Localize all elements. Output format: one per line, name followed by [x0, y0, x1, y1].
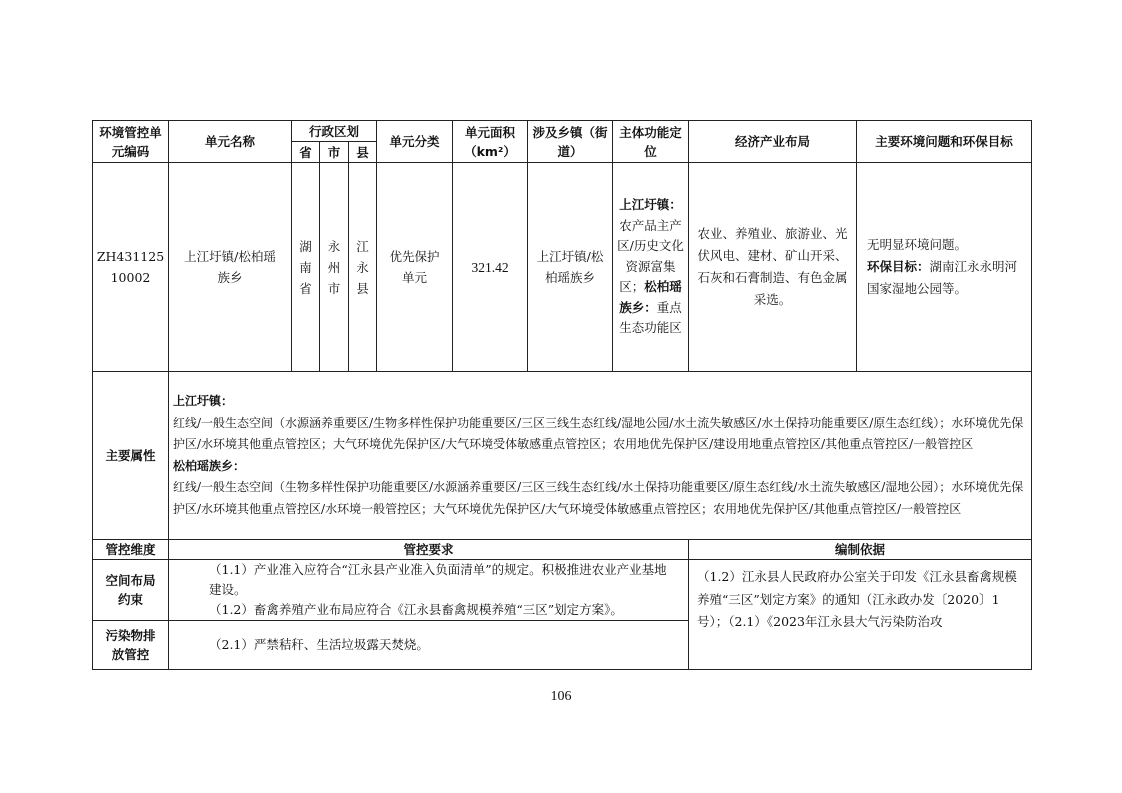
dimension-pollution: 污染物排放管控	[93, 621, 169, 670]
document-table-area	[92, 120, 1032, 670]
unit-category	[377, 163, 453, 372]
header-row-1	[93, 121, 1032, 142]
unit-area-text: 321.42	[471, 259, 509, 275]
requirement-1-1: （1.1）产业准入应符合“江永县产业准入负面清单”的规定。积极推进农业产业基地建设。	[209, 562, 667, 597]
header-division: 行政区划	[292, 121, 377, 142]
unit-code	[93, 163, 169, 372]
attributes-town2-text: 红线/一般生态空间（生物多样性保护功能重要区/水源涵养重要区/三区三线生态红线/水土保持功能重要区/原生态红线/水土流失敏感区/湿地公园）；水环境优先保护区/水环境其他重点管控区/水环境一般管控区；大气环境优先保护区/大气环境受体敏感重点管控区；农用地优先保护区/其他重点管控区/一般管控区	[173, 480, 1024, 516]
requirement-2-1: （2.1）严禁秸秆、生活垃圾露天焚烧。	[209, 637, 429, 652]
goal-text: 湖南江永永明河国家湿地公园等。	[867, 259, 1018, 296]
page-number: 106	[550, 689, 572, 704]
attributes-content	[169, 372, 1032, 540]
requirement-spatial	[169, 560, 689, 621]
unit-row	[93, 163, 1032, 372]
unit-function	[613, 163, 689, 372]
function-town1-text: 农产品主产区/历史文化资源富集区；	[617, 217, 684, 295]
control-col-requirement: 管控要求	[169, 540, 689, 560]
attributes-town2-label: 松柏瑶族乡：	[173, 458, 246, 473]
function-town2-label: 松柏瑶族乡：	[619, 279, 682, 315]
dimension-spatial: 空间布局约束	[93, 560, 169, 621]
header-city: 市	[320, 142, 349, 163]
header-name: 单元名称	[169, 121, 292, 163]
basis-content: （1.2）江永县人民政府办公室关于印发《江永县畜禽规模养殖“三区”划定方案》的通知（江永政办发〔2020〕1号）；（2.1）《2023年江永县大气污染防治攻	[689, 560, 1032, 670]
goal-line	[867, 256, 1025, 300]
unit-towns	[528, 163, 613, 372]
function-town1-label: 上江圩镇：	[619, 197, 682, 213]
unit-category-text: 优先保护单元	[389, 249, 440, 285]
goal-label: 环保目标：	[867, 259, 930, 274]
unit-province-text: 湖南省	[299, 238, 312, 296]
header-industry: 经济产业布局	[689, 121, 857, 163]
unit-name	[169, 163, 292, 372]
unit-county-text: 江永县	[356, 238, 369, 296]
unit-issues	[857, 163, 1032, 372]
unit-industry	[689, 163, 857, 372]
unit-province	[292, 163, 320, 372]
unit-name-text: 上江圩镇/松柏瑶族乡	[184, 249, 276, 285]
unit-city-text: 永州市	[327, 238, 341, 296]
unit-city	[320, 163, 349, 372]
unit-county	[349, 163, 377, 372]
header-issues: 主要环境问题和环保目标	[857, 121, 1032, 163]
control-col-dimension: 管控维度	[93, 540, 169, 560]
header-area: 单元面积（km²）	[453, 121, 528, 163]
unit-industry-text: 农业、养殖业、旅游业、光伏风电、建材、矿山开采、石灰和石膏制造、有色金属采选。	[697, 226, 848, 307]
issues-text: 无明显环境问题。	[867, 237, 968, 252]
attributes-row	[93, 372, 1032, 540]
attributes-label: 主要属性	[93, 372, 169, 540]
function-town2-text: 重点生态功能区	[619, 299, 682, 336]
header-function: 主体功能定位	[613, 121, 689, 163]
header-code: 环境管控单元编码	[93, 121, 169, 163]
header-category: 单元分类	[377, 121, 453, 163]
control-header-row	[93, 540, 1032, 560]
control-row-spatial	[93, 560, 1032, 621]
header-province: 省	[292, 142, 320, 163]
control-unit-table	[92, 120, 1032, 670]
header-towns: 涉及乡镇（街道）	[528, 121, 613, 163]
requirement-1-2: （1.2）畜禽养殖产业布局应符合《江永县畜禽规模养殖“三区”划定方案》。	[209, 602, 623, 617]
attributes-town1-label: 上江圩镇：	[173, 394, 234, 408]
control-col-basis: 编制依据	[689, 540, 1032, 560]
requirement-pollution	[169, 621, 689, 670]
unit-towns-text: 上江圩镇/松柏瑶族乡	[536, 249, 604, 285]
header-county: 县	[349, 142, 377, 163]
attributes-town1-text: 红线/一般生态空间（水源涵养重要区/生物多样性保护功能重要区/三区三线生态红线/湿地公园/水土流失敏感区/水土保持功能重要区/原生态红线）；水环境优先保护区/水环境其他重点管控区；大气环境优先保护区/大气环境受体敏感重点管控区；农用地优先保护区/建设用地重点管控区/其他重点管控区/一般管控区	[173, 415, 1024, 451]
unit-area	[453, 163, 528, 372]
unit-code-text: ZH43112510002	[96, 249, 165, 285]
